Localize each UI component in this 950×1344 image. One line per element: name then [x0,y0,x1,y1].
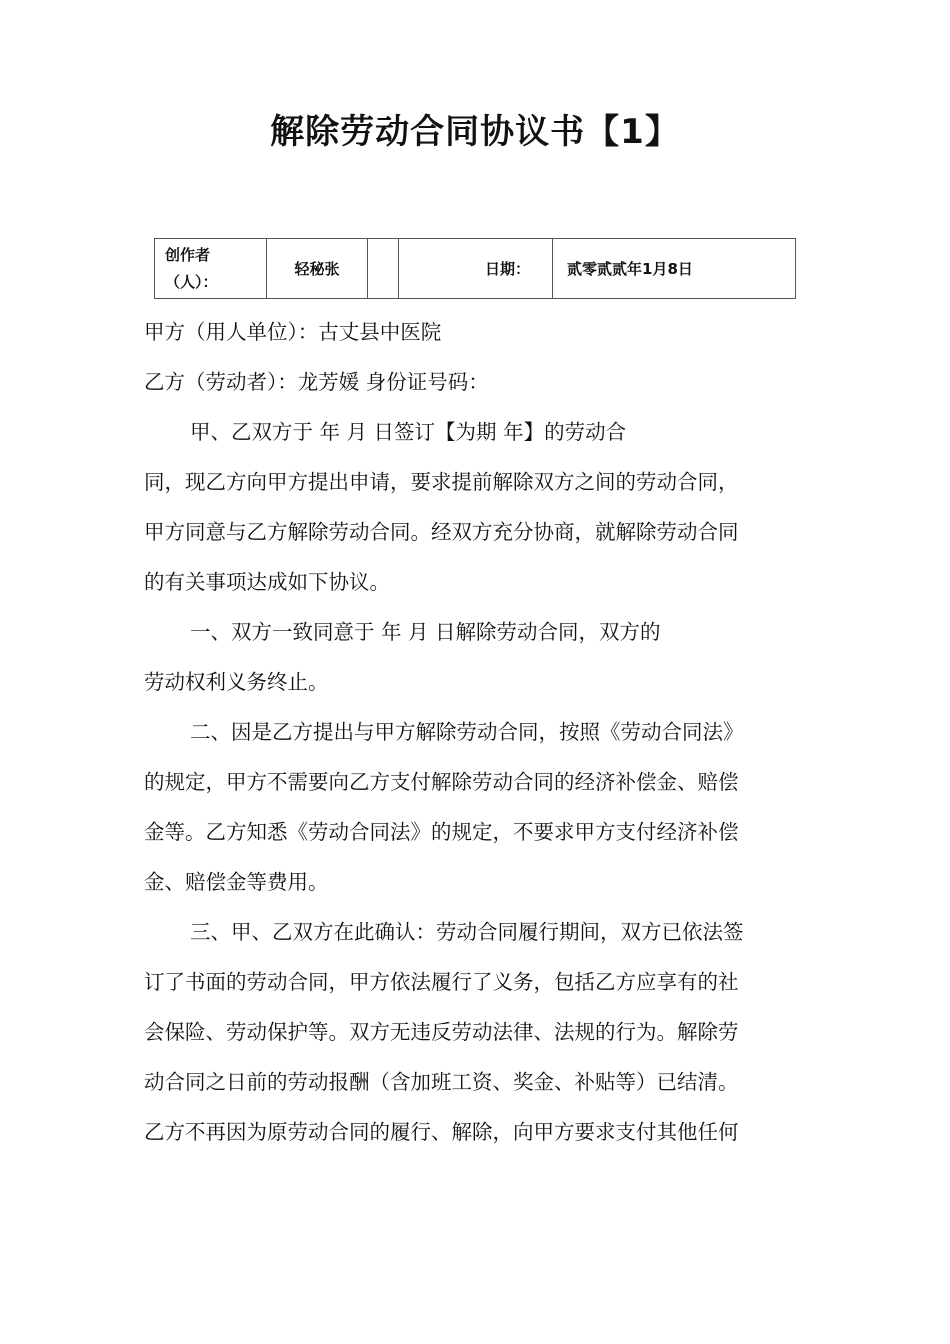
paragraph-line: 的有关事项达成如下协议。 [144,570,390,594]
paragraph-line: 订了书面的劳动合同，甲方依法履行了义务，包括乙方应享有的社 [144,970,739,994]
party-a-text: 甲方（用人单位）：古丈县中医院 [144,320,442,344]
date-label-cell: 日期： [399,239,553,299]
paragraph-intro [144,407,816,607]
empty-cell [368,239,399,299]
party-b-text: 乙方（劳动者）：龙芳媛 身份证号码： [144,370,489,394]
author-date-table [154,238,796,299]
paragraph-line: 会保险、劳动保护等。双方无违反劳动法律、法规的行为。解除劳 [144,1020,739,1044]
paragraph-line: 一、双方一致同意于 年 月 日解除劳动合同，双方的 [190,620,661,644]
paragraph-line: 劳动权利义务终止。 [144,670,329,694]
paragraph-clause-2 [144,707,816,907]
creator-label-line-1: 创作者 [165,245,211,264]
creator-value-cell: 轻秘张 [267,239,368,299]
paragraph-line: 金等。乙方知悉《劳动合同法》的规定，不要求甲方支付经济补偿 [144,820,739,844]
paragraph-line: 同，现乙方向甲方提出申请，要求提前解除双方之间的劳动合同， [144,470,739,494]
paragraph-line: 二、因是乙方提出与甲方解除劳动合同，按照《劳动合同法》 [190,720,744,744]
paragraph-clause-1 [144,607,816,707]
paragraph-line: 的规定，甲方不需要向乙方支付解除劳动合同的经济补偿金、赔偿 [144,770,739,794]
paragraph-line: 动合同之日前的劳动报酬（含加班工资、奖金、补贴等）已结清。 [144,1070,739,1094]
paragraph-line: 三、甲、乙双方在此确认：劳动合同履行期间，双方已依法签 [190,920,744,944]
document-title: 解除劳动合同协议书【1】 [270,112,680,152]
date-value-cell: 贰零贰贰年1月8日 [553,239,796,299]
paragraph-line: 甲、乙双方于 年 月 日签订【为期 年】的劳动合 [190,420,627,444]
creator-label-cell [155,239,267,299]
paragraph-line: 甲方同意与乙方解除劳动合同。经双方充分协商，就解除劳动合同 [144,520,739,544]
party-a-line [144,307,816,357]
party-b-line [144,357,816,407]
paragraph-line: 乙方不再因为原劳动合同的履行、解除，向甲方要求支付其他任何 [144,1120,739,1144]
paragraph-clause-3 [144,907,816,1157]
creator-label-line-2: （人）： [165,272,218,291]
paragraph-line: 金、赔偿金等费用。 [144,870,329,894]
